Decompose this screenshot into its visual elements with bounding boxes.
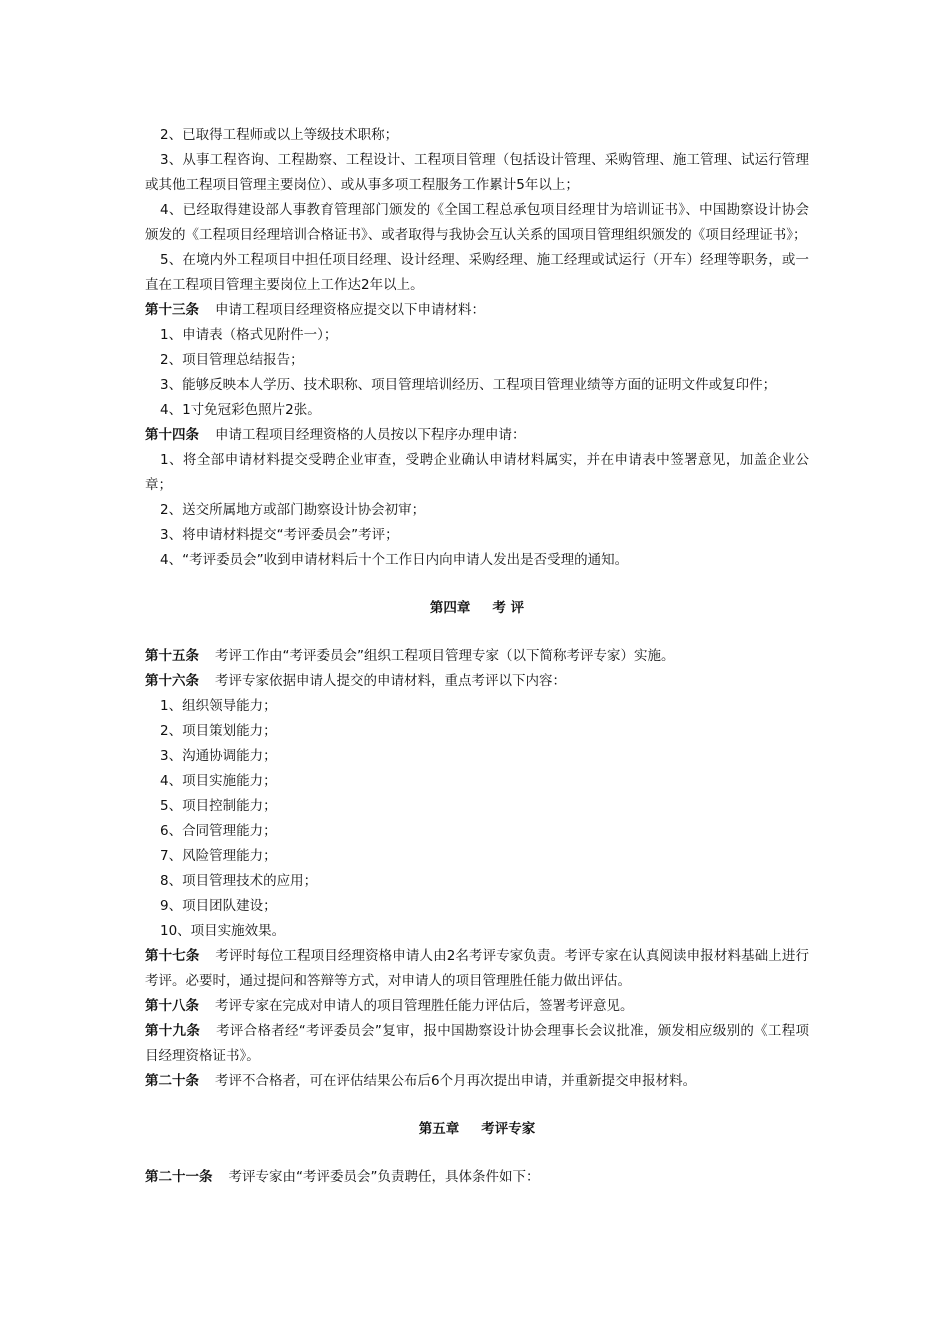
list-item: 7、风险管理能力； [160, 848, 277, 864]
list-item: 2、项目策划能力； [160, 723, 277, 739]
list-item: 2、送交所属地方或部门勘察设计协会初审； [160, 502, 426, 518]
list-item: 1、组织领导能力； [160, 698, 277, 714]
article-label: 第二十一条 [145, 1169, 213, 1185]
list-item: 3、能够反映本人学历、技术职称、项目管理培训经历、工程项目管理业绩等方面的证明文件或复印件； [160, 377, 777, 393]
chapter-title: 考 评 [492, 600, 525, 616]
list-item: 1、申请表（格式见附件一）； [160, 327, 338, 343]
chapter-4-heading [145, 596, 809, 621]
chapter-number: 第五章 [418, 1121, 460, 1137]
list-item: 3、从事工程咨询、工程勘察、工程设计、工程项目管理（包括设计管理、采购管理、施工管理、试运行管理或其他工程项目管理主要岗位）、或从事多项工程服务工作累计5年以上； [145, 152, 809, 193]
article-label: 第十七条 [145, 948, 200, 964]
article-label: 第十五条 [145, 648, 199, 664]
article-text: 考评专家由“考评委员会”负责聘任，具体条件如下： [228, 1169, 540, 1185]
chapter-number: 第四章 [429, 600, 471, 616]
list-item: 5、项目控制能力； [160, 798, 277, 814]
article-label: 第十九条 [145, 1023, 201, 1039]
chapter-5-heading [145, 1117, 809, 1142]
article-text: 考评工作由“考评委员会”组织工程项目管理专家（以下简称考评专家）实施。 [215, 648, 675, 664]
list-item: 1、将全部申请材料提交受聘企业审查，受聘企业确认申请材料属实，并在申请表中签署意见，加盖企业公章； [145, 452, 809, 493]
article-label: 第十六条 [145, 673, 199, 689]
list-item: 10、项目实施效果。 [160, 923, 286, 939]
list-item: 4、1寸免冠彩色照片2张。 [160, 402, 321, 418]
article-label: 第十八条 [145, 998, 199, 1014]
chapter-title: 考评专家 [481, 1121, 536, 1137]
list-item: 5、在境内外工程项目中担任项目经理、设计经理、采购经理、施工经理或试运行（开车）经理等职务，或一直在工程项目管理主要岗位上工作达2年以上。 [145, 252, 809, 293]
article-18 [145, 994, 809, 1019]
article-text: 考评专家依据申请人提交的申请材料，重点考评以下内容： [215, 673, 566, 689]
article-text: 考评专家在完成对申请人的项目管理胜任能力评估后，签署考评意见。 [215, 998, 634, 1014]
article-13 [145, 298, 809, 323]
list-item: 3、将申请材料提交“考评委员会”考评； [160, 527, 399, 543]
article-text: 考评合格者经“考评委员会”复审，报中国勘察设计协会理事长会议批准，颁发相应级别的《工程项目经理资格证书》。 [145, 1023, 809, 1064]
article-14 [145, 423, 809, 448]
list-item: 8、项目管理技术的应用； [160, 873, 318, 889]
article-text: 考评不合格者，可在评估结果公布后6个月再次提出申请，并重新提交申报材料。 [215, 1073, 697, 1089]
article-text: 申请工程项目经理资格的人员按以下程序办理申请： [215, 427, 526, 443]
article-15 [145, 644, 809, 669]
article-16 [145, 669, 809, 694]
article-label: 第二十条 [145, 1073, 199, 1089]
article-21 [145, 1165, 809, 1190]
list-item: 2、已取得工程师或以上等级技术职称； [160, 127, 399, 143]
article-20 [145, 1069, 809, 1094]
list-item: 4、项目实施能力； [160, 773, 277, 789]
article-text: 考评时每位工程项目经理资格申请人由2名考评专家负责。考评专家在认真阅读申报材料基础上进行考评。必要时，通过提问和答辩等方式，对申请人的项目管理胜任能力做出评估。 [145, 948, 809, 989]
list-item: 3、沟通协调能力； [160, 748, 277, 764]
list-item: 9、项目团队建设； [160, 898, 277, 914]
article-label: 第十四条 [145, 427, 199, 443]
article-label: 第十三条 [145, 302, 199, 318]
document-body [145, 123, 809, 1190]
list-item: 6、合同管理能力； [160, 823, 277, 839]
list-item: 4、“考评委员会”收到申请材料后十个工作日内向申请人发出是否受理的通知。 [160, 552, 629, 568]
article-text: 申请工程项目经理资格应提交以下申请材料： [215, 302, 485, 318]
list-item: 2、项目管理总结报告； [160, 352, 304, 368]
article-19 [145, 1019, 809, 1069]
list-item: 4、已经取得建设部人事教育管理部门颁发的《全国工程总承包项目经理甘为培训证书》、中国勘察设计协会颁发的《工程项目经理培训合格证书》、或者取得与我协会互认关系的国项目管理组织颁发的《项目经理证书》； [145, 202, 809, 243]
article-17 [145, 944, 809, 994]
